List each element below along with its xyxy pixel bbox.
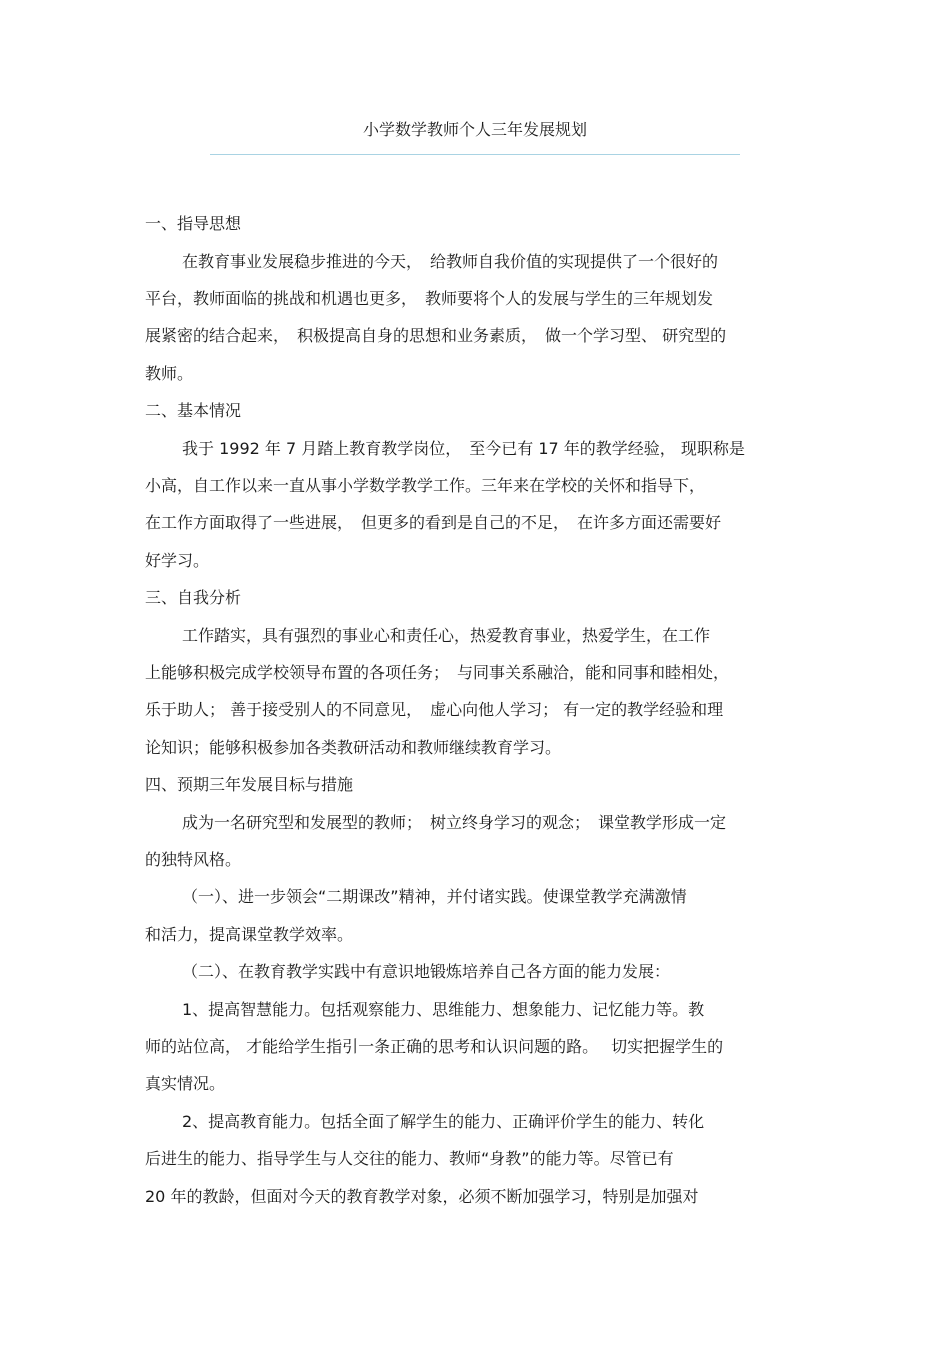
paragraph-line: 20 年的教龄，但面对今天的教育教学对象，必须不断加强学习，特别是加强对 (145, 1187, 699, 1206)
paragraph-line: （二）、在教育教学实践中有意识地锻炼培养自己各方面的能力发展： (182, 962, 671, 981)
section-heading-basic-situation: 二、基本情况 (145, 401, 242, 420)
paragraph-line: 师的站位高， 才能给学生指引一条正确的思考和认识问题的路。 切实把握学生的 (145, 1037, 724, 1056)
paragraph-line: 好学习。 (145, 551, 210, 570)
paragraph-line: 的独特风格。 (145, 850, 242, 869)
paragraph-line: 在工作方面取得了一些进展， 但更多的看到是自己的不足， 在许多方面还需要好 (145, 513, 722, 532)
paragraph-line: 成为一名研究型和发展型的教师； 树立终身学习的观念； 课堂教学形成一定 (182, 813, 727, 832)
paragraph-line: 和活力，提高课堂教学效率。 (145, 925, 354, 944)
paragraph-line: 展紧密的结合起来， 积极提高自身的思想和业务素质， 做一个学习型、 研究型的 (145, 326, 727, 345)
document-title: 小学数学教师个人三年发展规划 (362, 120, 587, 139)
paragraph-line: （一）、进一步领会“二期课改”精神，并付诸实践。使课堂教学充满激情 (182, 887, 687, 906)
paragraph-line: 在教育事业发展稳步推进的今天， 给教师自我价值的实现提供了一个很好的 (182, 252, 719, 271)
paragraph-line: 教师。 (145, 364, 194, 383)
paragraph-line: 后进生的能力、指导学生与人交往的能力、教师“身教”的能力等。尽管已有 (145, 1149, 674, 1168)
paragraph-line: 1、提高智慧能力。包括观察能力、思维能力、想象能力、记忆能力等。教 (182, 1000, 705, 1019)
section-heading-self-analysis: 三、自我分析 (145, 588, 242, 607)
paragraph-line: 真实情况。 (145, 1074, 226, 1093)
paragraph-line: 上能够积极完成学校领导布置的各项任务； 与同事关系融洽，能和同事和睦相处， (145, 663, 730, 682)
paragraph-line: 我于 1992 年 7 月踏上教育教学岗位， 至今已有 17 年的教学经验， 现职称是 (182, 439, 745, 458)
paragraph-line: 平台，教师面临的挑战和机遇也更多， 教师要将个人的发展与学生的三年规划发 (145, 289, 714, 308)
paragraph-line: 乐于助人； 善于接受别人的不同意见， 虚心向他人学习； 有一定的教学经验和理 (145, 700, 724, 719)
paragraph-line: 2、提高教育能力。包括全面了解学生的能力、正确评价学生的能力、转化 (182, 1112, 705, 1131)
title-underline (210, 154, 740, 155)
paragraph-line: 工作踏实，具有强烈的事业心和责任心，热爱教育事业，热爱学生，在工作 (182, 626, 711, 645)
section-heading-guiding-thought: 一、指导思想 (145, 214, 242, 233)
paragraph-line: 小高，自工作以来一直从事小学数学教学工作。三年来在学校的关怀和指导下， (145, 476, 706, 495)
paragraph-line: 论知识；能够积极参加各类教研活动和教师继续教育学习。 (145, 738, 562, 757)
section-heading-goals-measures: 四、预期三年发展目标与措施 (145, 775, 354, 794)
